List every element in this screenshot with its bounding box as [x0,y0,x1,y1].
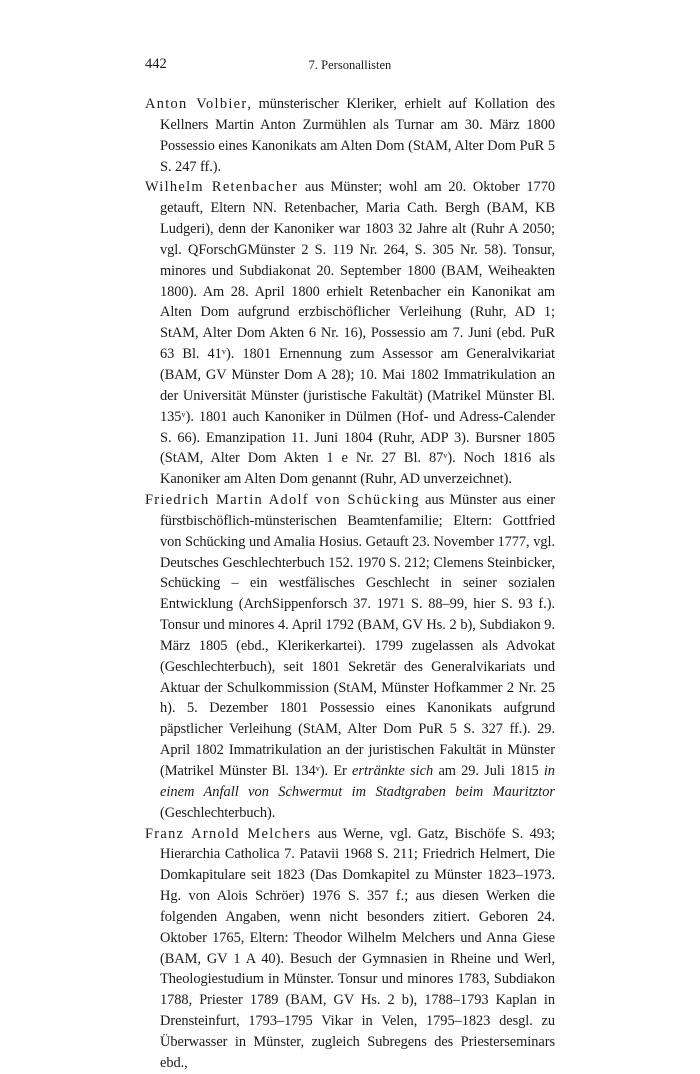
entry-text: (Geschlechterbuch). [160,804,276,821]
entry-text: aus Werne, vgl. Gatz, Bischöfe S. 493; Hierarchia Catholica 7. Patavii 1968 S. 211; Friedrich Helmert, Die Domkapitulare seit 1823 (Das Domkapitel zu Münster 1823–1973. Hg. von Alois Schröer) 1976 S. 357 f.; aus diesen Werken die folgenden Angaben, wenn nicht besonders zitiert. Geboren 24. Oktober 1765, Eltern: Theodor Wilhelm Melchers und Anna Giese (BAM, GV 1 A 40). Besuch der Gymnasien in Rheine und Werl, Theologiestudium in Münster. Tonsur und minores 1783, Subdiakon 1788, Priester 1789 (BAM, GV Hs. 2 b), 1788–1793 Kaplan in Drensteinfurt, 1793–1795 Vikar in Velen, 1795–1823 desgl. zu Überwasser in Münster, zugleich Subregens des Priesterseminars ebd., [160,825,555,1071]
entry-emphasis: ertränkte sich [352,763,434,779]
page-header [145,56,555,76]
entry-volbier [145,94,555,177]
entry-retenbacher [145,177,555,490]
entry-text: am 29. Juli 1815 [433,763,544,779]
entry-melchers [145,824,555,1074]
page-number: 442 [145,56,167,72]
entry-schuecking [145,490,555,824]
entry-emphasis: in einem Anfall von Schwermut im Stadtgraben beim Mauritztor [160,763,556,800]
running-title: 7. Personallisten [308,58,392,72]
entry-text: aus Münster aus einer fürstbischöflich-münsterischen Beamtenfamilie; Eltern: Gottfried von Schücking und Amalia Hosius. Getauft 23. November 1777, vgl. Deutsches Geschlechterbuch 152. 1970 S. 212; Clemens Steinbicker, Schücking – ein westfälisches Geschlecht in seiner sozialen Entwicklung (ArchSippenforsch 37. 1971 S. 88–99, hier S. 93 f.). Tonsur und minores 4. April 1792 (BAM, GV Hs. 2 b), Subdiakon 9. März 1805 (ebd., Klerikerkartei). 1799 zugelassen als Advokat (Geschlechterbuch), seit 1801 Sekretär des Generalvikariats und Aktuar der Schulkommission (StAM, Münster Hofkammer 2 Nr. 25 h). 5. Dezember 1801 Possessio eines Kanonikats aufgrund päpstlicher Verleihung (StAM, Alter Dom PuR 5 S. 327 ff.). 29. April 1802 Immatrikulation an der juristischen Fakultät in Münster (Matrikel Münster Bl. 134ᵛ). Er [160,492,555,779]
entry-name: Friedrich Martin Adolf von Schücking [145,492,420,509]
entry-name: Franz Arnold Melchers [145,825,312,842]
page-body [145,94,555,1074]
entry-name: Anton Volbier [145,96,248,112]
entry-text: , münsterischer Kleriker, erhielt auf Kollation des Kellners Martin Anton Zurmühlen als Turnar am 30. März 1800 Possessio eines Kanonikats am Alten Dom (StAM, Alter Dom PuR 5 S. 247 ff.). [160,96,555,175]
entry-name: Wilhelm Retenbacher [145,179,299,196]
entry-text: aus Münster; wohl am 20. Oktober 1770 getauft, Eltern NN. Retenbacher, Maria Cath. Bergh (BAM, KB Ludgeri), denn der Kanoniker war 1803 32 Jahre alt (Ruhr A 2050; vgl. QForschGMünster 2 S. 119 Nr. 264, S. 305 Nr. 58). Tonsur, minores und Subdiakonat 20. September 1800 (BAM, Weiheakten 1800). Am 28. April 1800 erhielt Retenbacher ein Kanonikat am Alten Dom aufgrund erzbischöflicher Verleihung (Ruhr, AD 1; StAM, Alter Dom Akten 6 Nr. 16), Possessio am 7. Juni (ebd. PuR 63 Bl. 41ᵛ). 1801 Ernennung zum Assessor am Generalvikariat (BAM, GV Münster Dom A 28); 10. Mai 1802 Immatrikulation an der Universität Münster (juristische Fakultät) (Matrikel Münster Bl. 135ᵛ). 1801 auch Kanoniker in Dülmen (Hof- und Adress-Calender S. 66). Emanzipation 11. Juni 1804 (Ruhr, ADP 3). Bursner 1805 (StAM, Alter Dom Akten 1 e Nr. 27 Bl. 87ᵛ). Noch 1816 als Kanoniker am Alten Dom genannt (Ruhr, AD unverzeichnet). [160,179,555,488]
